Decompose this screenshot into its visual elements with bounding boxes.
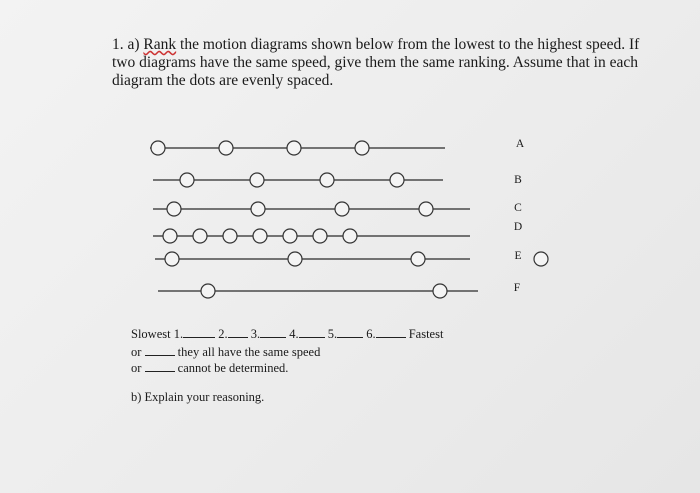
same-speed-blank[interactable] [145,345,175,356]
diagram-b-dot [320,173,334,187]
diagram-d-dot [343,229,357,243]
same-speed-text: they all have the same speed [177,345,321,359]
diagram-label-b: B [514,174,522,186]
diagram-d-dot [253,229,267,243]
diagram-b-dot [180,173,194,187]
diagram-c-dot [251,202,265,216]
rank-blank-3[interactable] [260,327,286,338]
rank-4-label: 4. [289,327,299,341]
diagram-a-dot [355,141,369,155]
undetermined-blank[interactable] [145,361,175,372]
part-b-prompt: b) Explain your reasoning. [131,390,265,404]
or-label-1: or [131,345,142,359]
diagram-c-dot [419,202,433,216]
diagram-label-d: D [513,221,523,233]
question-number: 1. [112,36,124,53]
question-line-3: diagram the dots are evenly spaced. [112,72,334,89]
rank-5-label: 5. [327,327,338,341]
undetermined-text: cannot be determined. [177,361,289,375]
diagram-d-dot [283,229,297,243]
question-line-2: two diagrams have the same speed, give them the same ranking. Assume that in each [112,54,638,71]
diagram-d-dot [223,229,237,243]
rank-2-label: 2. [218,327,228,341]
rank-3-label: 3. [250,327,261,341]
question-line-1-rest: the motion diagrams shown below from the lowest to the highest speed. If [176,36,640,53]
ranking-line [131,327,443,342]
diagram-a-dot [219,141,233,155]
rank-blank-6[interactable] [376,327,406,338]
diagram-e-dot [288,252,302,266]
diagram-d-dot [163,229,177,243]
diagram-d-dot [313,229,327,243]
diagram-c-dot [335,202,349,216]
diagram-f-dot [433,284,447,298]
diagram-e-dot [165,252,179,266]
slowest-label: Slowest 1. [131,327,184,341]
diagram-a-dot [151,141,165,155]
diagram-e-dot [411,252,425,266]
diagram-label-c: C [514,202,522,214]
or-label-2: or [131,361,142,375]
rank-blank-5[interactable] [337,327,363,338]
rank-blank-2[interactable] [228,327,248,338]
same-speed-line [131,345,320,360]
fastest-label: Fastest [408,327,444,341]
question-part: a) [127,36,140,53]
diagram-label-a: A [515,138,525,150]
undetermined-line [131,361,288,376]
diagram-label-f: F [513,282,521,294]
diagram-c-dot [167,202,181,216]
rank-6-label: 6. [366,327,376,341]
diagram-a-dot [287,141,301,155]
rank-word: Rank [143,36,177,53]
rank-blank-4[interactable] [299,327,325,338]
rank-blank-1[interactable] [183,327,215,338]
diagram-b-dot [390,173,404,187]
diagram-e-dot [534,252,548,266]
diagram-d-dot [193,229,207,243]
diagram-f-dot [201,284,215,298]
diagram-b-dot [250,173,264,187]
diagram-label-e: E [514,250,522,262]
